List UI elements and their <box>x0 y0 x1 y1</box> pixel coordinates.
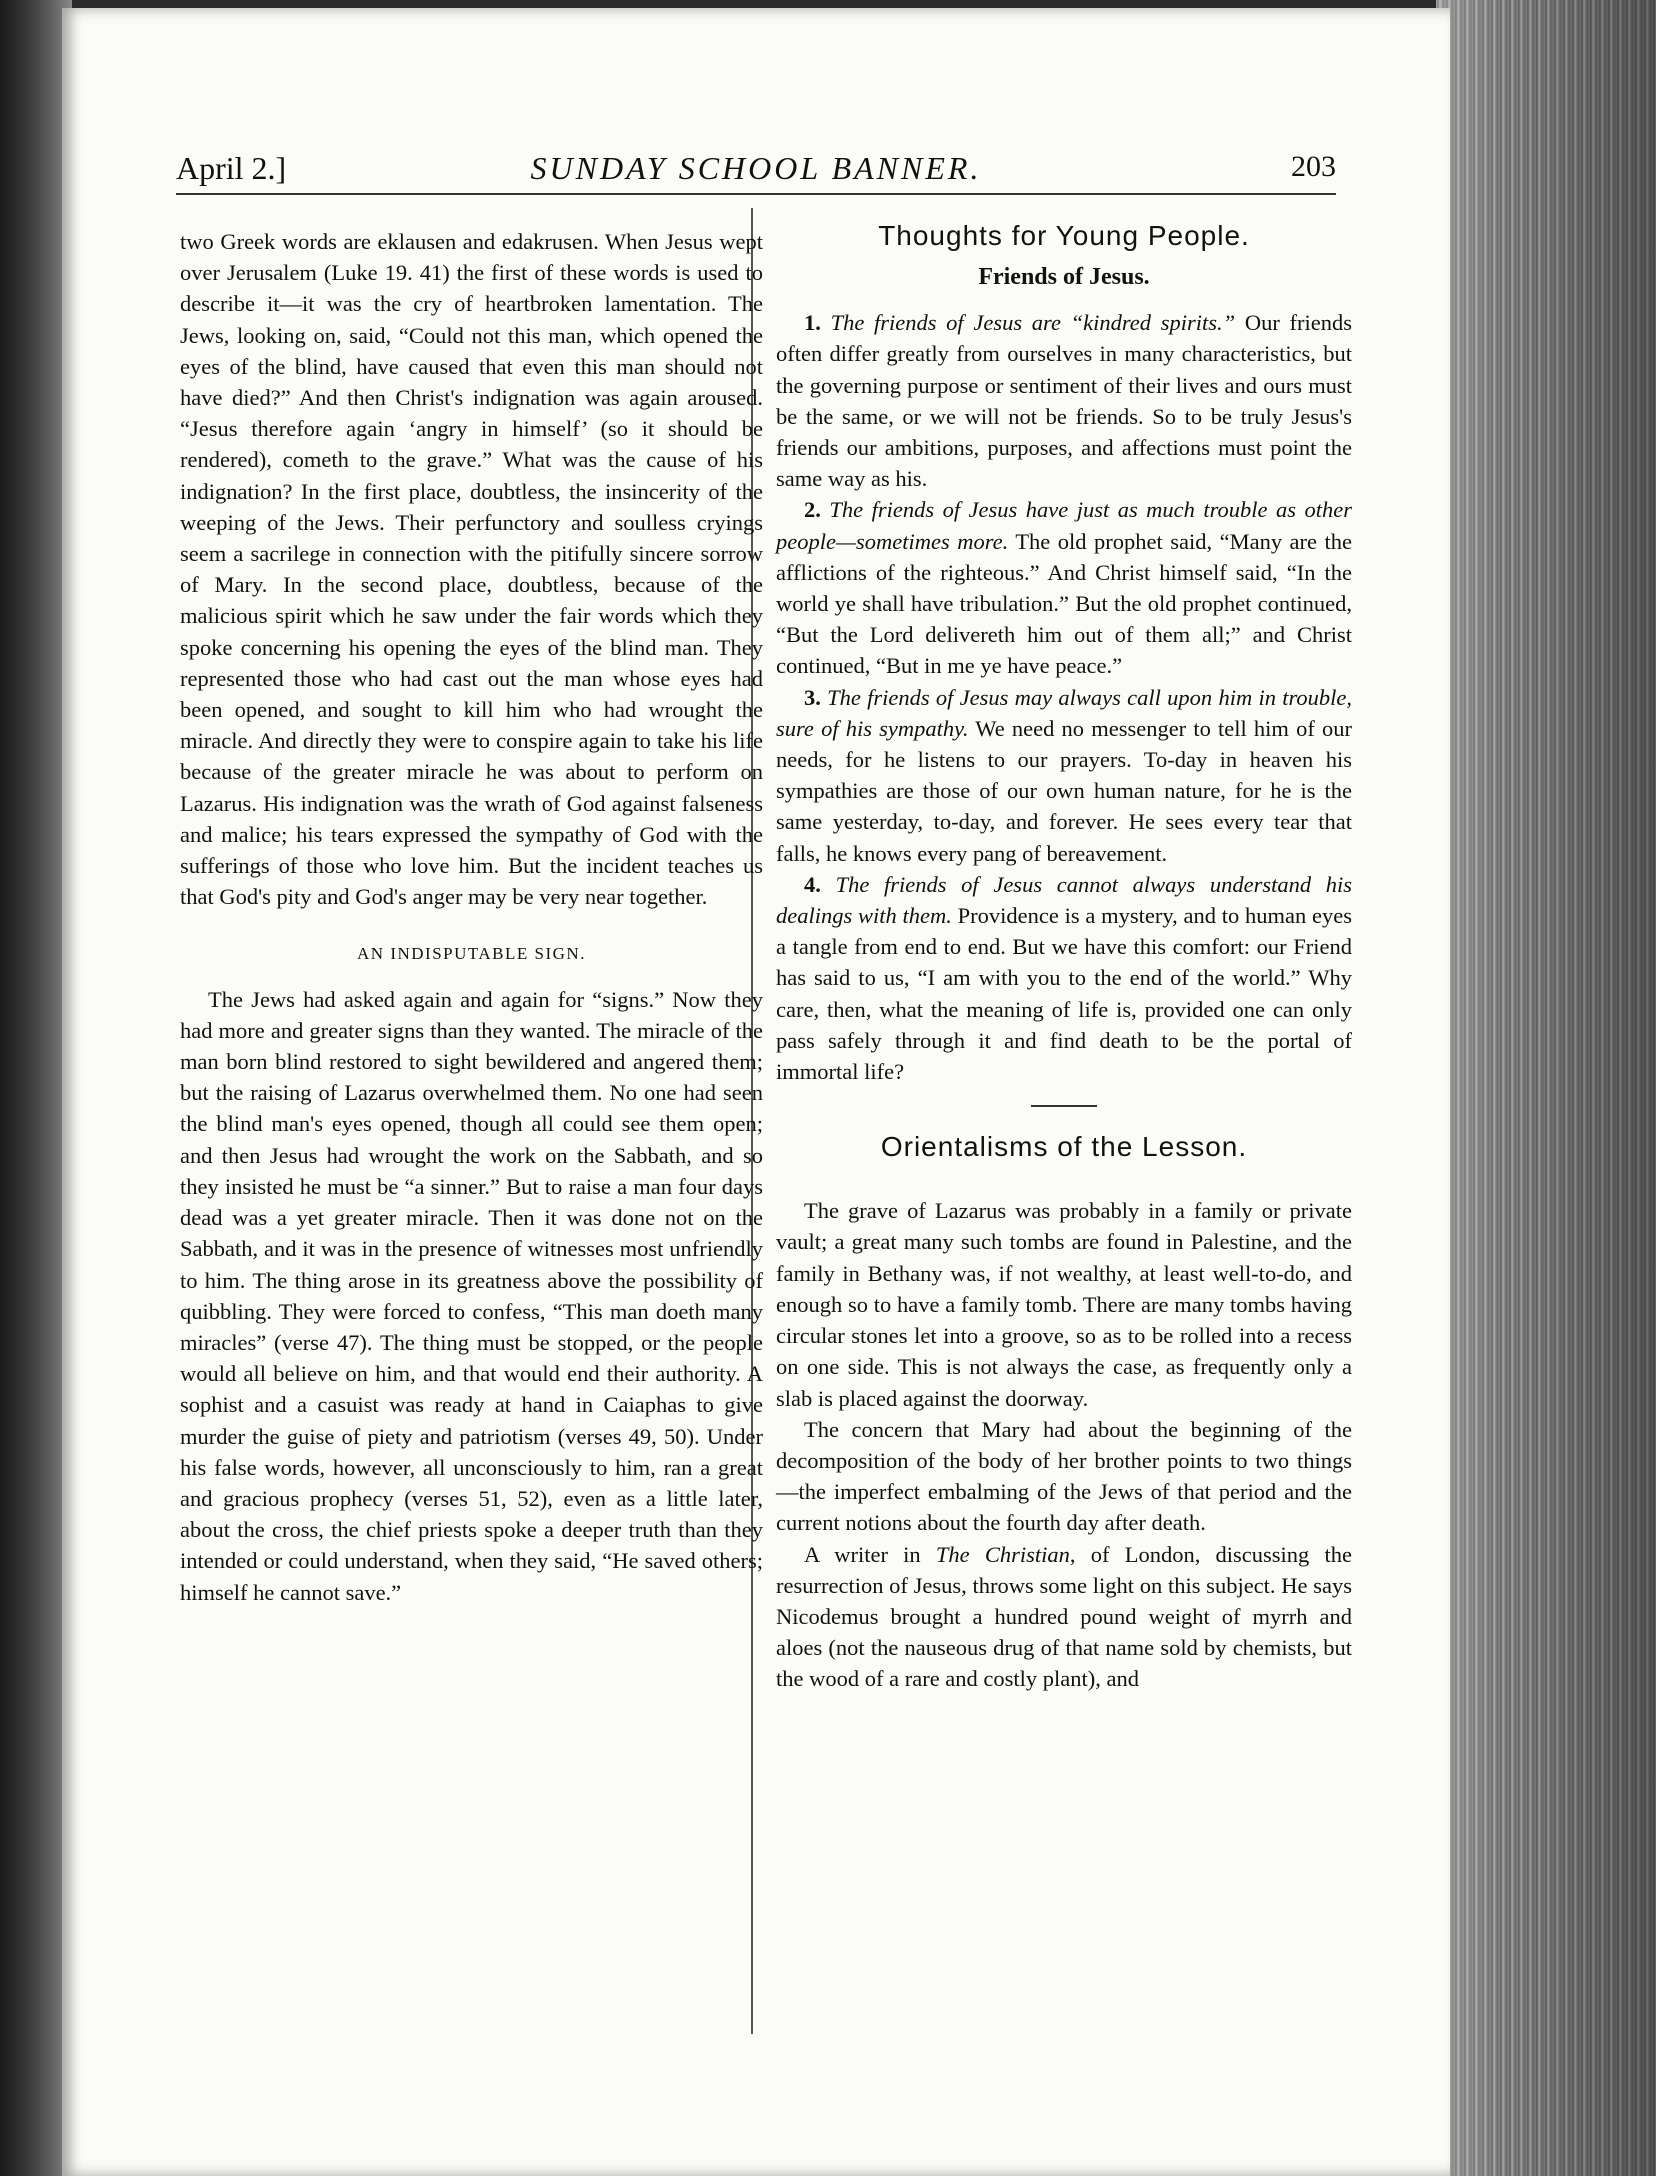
point-title: The friends of Jesus are “kindred spirits.” <box>830 310 1236 336</box>
section-title-orientalisms: Orientalisms of the Lesson. <box>880 1131 1248 1163</box>
header-rule <box>176 193 1336 195</box>
section-gap <box>776 1165 1352 1195</box>
running-header <box>176 150 1336 190</box>
header-title: SUNDAY SCHOOL BANNER. <box>530 150 982 186</box>
orientalisms-paragraph-2: The concern that Mary had about the beginning of the decomposition of the body of her brother points to two things—the imperfect embalming of the Jews of that period and the current notions about the fourth day after death. <box>776 1416 1352 1536</box>
point-paragraph <box>776 307 1352 494</box>
point-text: Providence is a mystery, and to human eyes a tangle from end to end. But we have this comfort: our Friend has said to us, “I am with you to the end of the world.” Why care, then, what the meaning of life is, provided one can only pass safely through it and find death to be the portal of immortal life? <box>776 903 1352 1085</box>
page-number: 203 <box>1291 150 1336 183</box>
point-text: We need no messenger to tell him of our needs, for he listens to our prayers. To-day in heaven his sympathies are those of our own human nature, for he is the same yesterday, to-day, and forever. He sees every tear that falls, he knows every pang of bereavement. <box>776 715 1352 866</box>
section-title-thoughts: Thoughts for Young People. <box>878 220 1250 251</box>
point-title: The friends of Jesus cannot always understand his dealings with them. <box>776 871 1353 929</box>
page-stack-edge <box>1436 0 1656 2176</box>
point-number: 1. <box>804 310 821 336</box>
section-subtitle-friends: Friends of Jesus. <box>978 264 1150 290</box>
point-title: The friends of Jesus have just as much trouble as other people—sometimes more. <box>776 497 1353 554</box>
sign-paragraph: The Jews had asked again and again for “signs.” Now they had more and greater signs than they wanted. The miracle of the man born blind restored to sight bewildered and angered them; but the raising of Lazarus overwhelmed them. No one had seen the blind man's eyes opened, though all could see them open; and then Jesus had wrought the work on the Sabbath, and so they insisted he must be “a sinner.” But to raise a man four days dead was a yet greater miracle. Then it was done not on the Sabbath, and it was in the presence of witnesses most unfriendly to him. The thing arose in its greatness above the possibility of quibbling. They were forced to confess, “This man doeth many miracles” (verse 47). The thing must be stopped, or the people would all believe on him, and that would end their authority. A sophist and a casuist was ready at hand in Caiaphas to give murder the guise of piety and patriotism (verses 49, 50). Under his false words, however, all unconsciously to him, ran a great and gracious prophecy (verses 51, 52), even as a little later, about the cross, the chief priests spoke a deeper truth than they intended or could understand, when they said, “He saved others; himself he cannot save.” <box>180 986 763 1605</box>
right-column <box>776 218 1352 1695</box>
section-separator <box>1031 1105 1097 1107</box>
point-number: 2. <box>804 497 821 523</box>
point-text: Our friends often differ greatly from ourselves in many characteristics, but the governing purpose or sentiment of their lives and ours must be the same, or we will not be friends. So to be truly Jesus's friends our ambitions, purposes, and affections must point the same way as his. <box>776 310 1352 492</box>
p3-text-after: , of London, discussing the resurrection of Jesus, throws some light on this subject. He says Nicodemus brought a hundred pound weight of myrrh and aloes (not the nauseous drug of that name sold by chemists, but the wood of a rare and costly plant), and <box>776 1541 1352 1692</box>
p3-text-before: A writer in <box>804 1541 936 1567</box>
opening-paragraph: two Greek words are eklausen and edakrusen. When Jesus wept over Jerusalem (Luke 19. 41) the first of these words is used to describe it—it was the cry of heartbroken lamentation. The Jews, looking on, said, “Could not this man, which opened the eyes of the blind, have caused that even this man should not have died?” And then Christ's indignation was again aroused. “Jesus therefore again ‘angry in himself’ (so it should be rendered), cometh to the grave.” What was the cause of his indignation? In the first place, doubtless, the insincerity of the weeping of the Jews. Their perfunctory and soulless cryings seem a sacrilege in connection with the pitifully sincere sorrow of Mary. In the second place, doubtless, because of the malicious spirit which he saw under the fair words which they spoke concerning his opening the eyes of the blind man. They represented those who had cast out the man whose eyes had been opened, and sought to kill him who had wrought the miracle. And directly they were to conspire again to take his life because of the greater miracle he was about to perform on Lazarus. His indignation was the wrath of God against falseness and malice; his tears expressed the sympathy of God with the sufferings of those who love him. But the incident teaches us that God's pity and God's anger may be very near together. <box>180 229 763 910</box>
subheading-indisputable-sign: AN INDISPUTABLE SIGN. <box>357 944 586 964</box>
point-paragraph <box>776 869 1352 1087</box>
left-column <box>180 226 763 1608</box>
point-title: The friends of Jesus may always call upon him in trouble, sure of his sympathy. <box>776 684 1353 741</box>
point-paragraph <box>776 494 1352 681</box>
orientalisms-paragraph-3 <box>776 1539 1352 1695</box>
point-number: 3. <box>804 684 821 710</box>
point-text: The old prophet said, “Many are the afflictions of the righteous.” And Christ himself said, “In the world ye shall have tribulation.” But the old prophet continued, “But the Lord delivereth him out of them all;” and Christ continued, “But in me ye have peace.” <box>776 528 1352 679</box>
publication-name: The Christian <box>935 1541 1070 1567</box>
point-paragraph <box>776 682 1352 869</box>
point-number: 4. <box>804 871 821 897</box>
header-date: April 2.] <box>176 150 287 186</box>
orientalisms-paragraph-1: The grave of Lazarus was probably in a family or private vault; a great many such tombs are found in Palestine, and the family in Bethany was, if not wealthy, at least well-to-do, and enough so to have a family tomb. There are many tombs having circular stones let into a groove, so as to be rolled into a recess on one side. This is not always the case, as frequently only a slab is placed against the doorway. <box>776 1198 1352 1411</box>
